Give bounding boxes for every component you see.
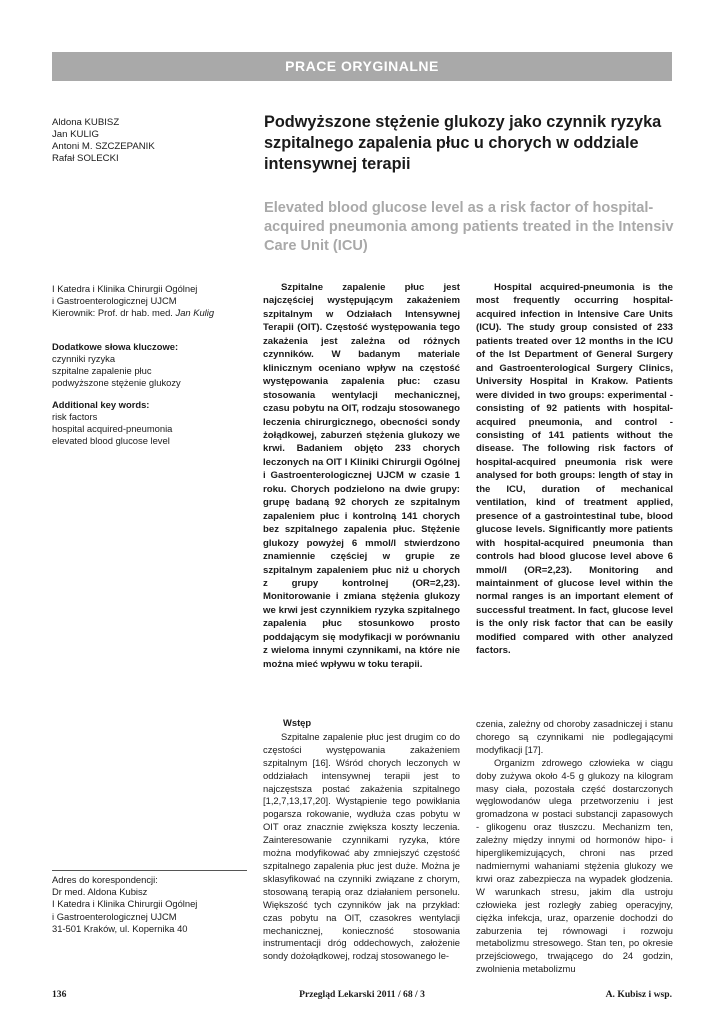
author-name: Aldona KUBISZ <box>52 117 120 128</box>
department-head <box>52 307 252 319</box>
affiliation <box>52 283 252 319</box>
correspondence-line: Adres do korespondencji: <box>52 874 158 885</box>
keywords-heading: Additional key words: <box>52 399 150 410</box>
author-name: Jan KULIG <box>52 129 99 140</box>
keyword-item: podwyższone stężenie glukozy <box>52 377 181 388</box>
abstract-polish: Szpitalne zapalenie płuc jest najczęściej występującym zakażeniem szpitalnym w Odziałach Intensywnej Terapii (OIT). Częstość występowania tego zakażenia jest zależna od różnych czynników. W badanym materiale klinicznym oceniano wpływ na częstość występowania zapalenia płuc: czasu stosowania wentylacji mechanicznej, czasu pobytu na OIT, rodzaju stosowanego leczenia chirurgicznego, obecności sondy żołądkowej, zaburzeń stężenia glukozy we krwi. Badaniem objęto 233 chorych leczonych na OIT I Kliniki Chirurgii Ogólnej i Gastroenterologicznej UJCM w czasie 1 roku. Chorych podzielono na dwie grupy: grupę badaną 92 chorych ze szpitalnym zapaleniem płuc i kontrolną 141 chorych bez szpitalnego zapalenia płuc. Stężenie glukozy powyżej 6 mmol/l stwierdzono znamiennie częściej w grupie ze szpitalnym zapaleniem płuc niż u chorych z grupy kontrolnej (OR=2,23). Monitorowanie i zmiana stężenia glukozy we krwi jest czynnikiem ryzyka szpitalnego zapalenia płuc stosunkowo prosto poddającym się modyfikacji w porównaniu z wieloma innymi czynnikami, na które nie można mieć wpływu w toku terapii. <box>263 282 460 670</box>
section-heading: Wstęp <box>283 717 312 728</box>
page-number: 136 <box>52 989 67 1000</box>
department-head-label: Kierownik: Prof. dr hab. med. <box>52 307 173 318</box>
correspondence-line: i Gastroenterologicznej UJCM <box>52 910 177 922</box>
running-author: A. Kubisz i wsp. <box>605 989 672 1000</box>
body-paragraph: Szpitalne zapalenie płuc jest drugim co do częstości występowania zakażeniem szpitalnym [16]. Wśród chorych leczonych w oddziałach intensywnej terapii jest to najczęstsza postać zakażenia szpitalnego [1,2,7,13,17,20]. Wystąpienie tego powikłania pogarsza rokowanie, wydłuża czas pobytu w OIT oraz znacznie zwiększa koszty leczenia. Zainteresowanie czynnikami ryzyka, które można modyfikować aby zmniejszyć częstość szpitalnego zapalenia płuc jest duże. Można je sklasyfikować na czynniki związane z chorym, stosowaną terapią oraz działaniem personelu. Większość tych czynników jak na przykład: czas pobytu na OIT, czasokres wentylacji mechanicznej, konieczność stosowania instrumentacji dróg oddechowych, założenie sondy dożołądkowej, rodzaj stosowanego le- <box>263 730 460 962</box>
title-polish: Podwyższone stężenie glukozy jako czynnik ryzyka szpitalnego zapalenia płuc u chorych w oddziale intensywnej terapii <box>264 113 662 173</box>
keywords-polish <box>52 341 252 389</box>
keywords-heading: Dodatkowe słowa kluczowe: <box>52 341 179 352</box>
keyword-item: szpitalne zapalenie płuc <box>52 365 152 376</box>
journal-citation: Przegląd Lekarski 2011 / 68 / 3 <box>299 989 425 1000</box>
abstract-english: Hospital acquired-pneumonia is the most frequently occurring hospital-acquired infection in Intensive Care Units (ICU). The study group consisted of 233 patients treated over 12 months in the ICU of the Ist Department of General Surgery and Gastroenterological Surgery Clinics, University Hospital in Krakow. Patients were divided in two groups: experimental - consisting of 92 patients with hospital-acquired pneumonia, and control - consisting of 141 patients without the disease. The following risk factors of hospital-acquired pneumonia risk were analysed for both groups: length of stay in the ICU, duration of mechanical ventilation, kind of treatment applied, presence of a gastrointestinal tube, blood glucose levels. Significantly more patients with hospital-acquired pneumonia than controls had blood glucose level above 6 mmol/l (OR=2,23). Monitoring and maintainment of glucose level within the normal ranges is an important element of successful treatment. In fact, glucose level is the only risk factor that can be easily modified compared with other analyzed factors. <box>476 282 673 657</box>
keyword-item: elevated blood glucose level <box>52 435 170 446</box>
keywords-english <box>52 399 252 447</box>
keyword-item: hospital acquired-pneumonia <box>52 423 173 434</box>
correspondence-line: I Katedra i Klinika Chirurgii Ogólnej <box>52 898 198 910</box>
affiliation-line: i Gastroenterologicznej UJCM <box>52 295 177 306</box>
author-name: Antoni M. SZCZEPANIK <box>52 141 155 152</box>
correspondence-line: Dr med. Aldona Kubisz <box>52 886 148 898</box>
affiliation-line: I Katedra i Klinika Chirurgii Ogólnej <box>52 283 198 294</box>
correspondence-divider <box>52 870 247 871</box>
correspondence-address <box>52 874 252 935</box>
body-column-left <box>263 717 460 963</box>
correspondence-line: 31-501 Kraków, ul. Kopernika 40 <box>52 922 188 934</box>
department-head-name: Jan Kulig <box>175 307 215 318</box>
body-paragraph: czenia, zależny od choroby zasadniczej i stanu chorego są czynnikami nie podlegającymi modyfikacji [17]. <box>476 718 673 755</box>
keyword-item: risk factors <box>52 411 98 422</box>
body-column-right <box>476 718 673 976</box>
title-english: Elevated blood glucose level as a risk factor of hospital-acquired pneumonia among patients treated in the Intensiv Care Unit (ICU) <box>264 200 674 254</box>
author-name: Rafał SOLECKI <box>52 153 119 164</box>
keyword-item: czynniki ryzyka <box>52 353 116 364</box>
author-list <box>52 117 252 165</box>
body-paragraph: Organizm zdrowego człowieka w ciągu doby zużywa około 4-5 g glukozy na kilogram masy ciała, pozostała część dostarczonych węglowodanów ulega przetworzeniu i jest gromadzona w postaci substancji zapasowych - glikogenu oraz tłuszczu. Mechanizm ten, zależny między innymi od hormonów hipo- i hiperglikemizujących, chroni nas przed nadmiernymi wahaniami stężenia glukozy we krwi oraz zabezpiecza na wypadek głodzenia. W warunkach stresu, jakim dla ustroju człowieka jest rozległy zabieg operacyjny, ciężka infekcja, uraz, oparzenie dochodzi do zaburzenia tej równowagi i rozwoju metabolizmu stresowego. Stan ten, po okresie przejściowego, trwającego do 24 godzin, zwolnienia metabolizmu <box>476 756 673 975</box>
section-banner: PRACE ORYGINALNE <box>52 52 672 81</box>
